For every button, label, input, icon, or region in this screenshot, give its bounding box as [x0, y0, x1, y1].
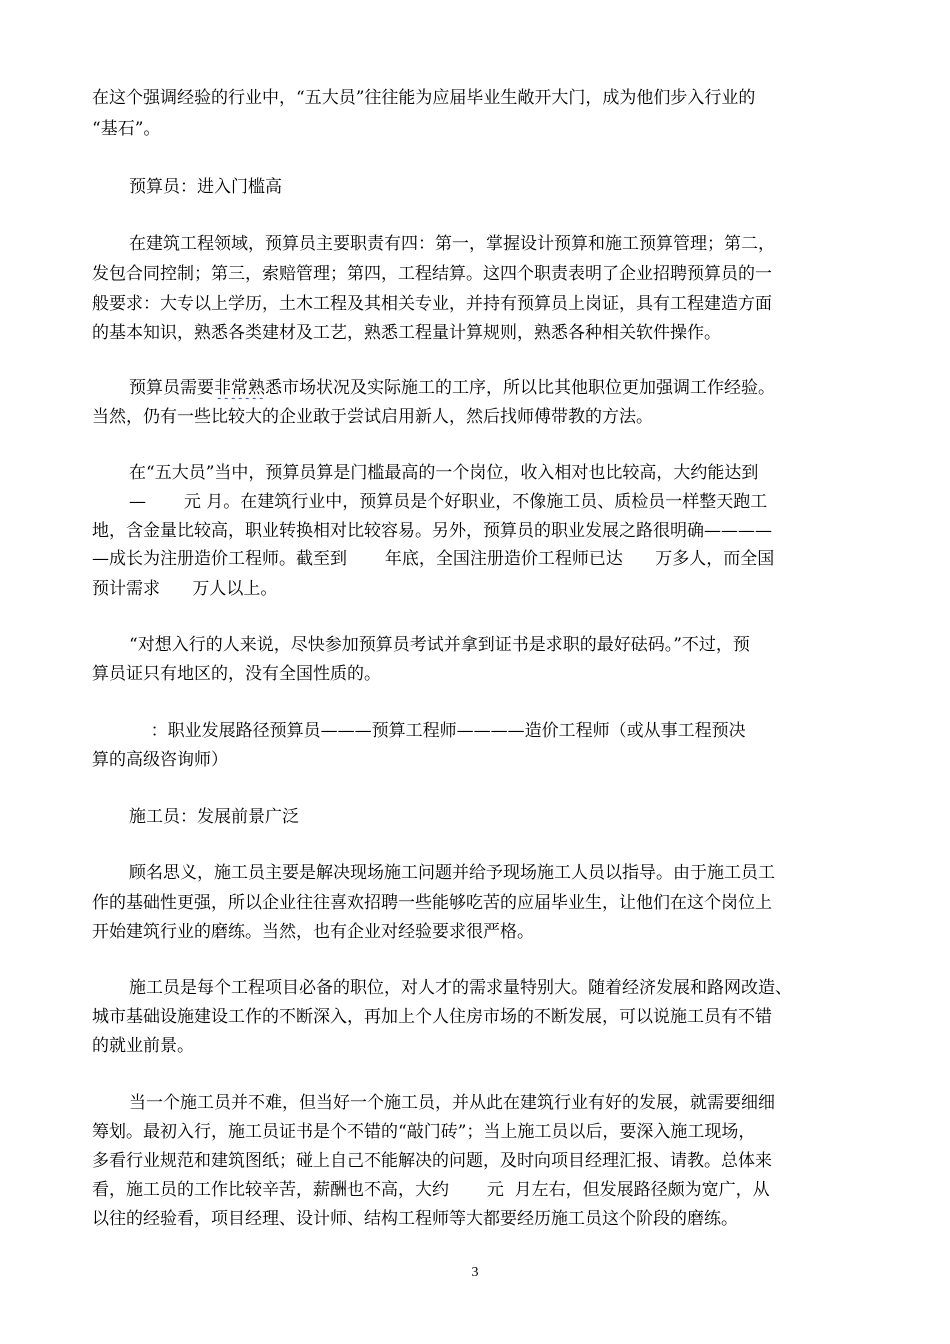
paragraph-construction-demand-line: 的就业前景。 — [92, 1036, 194, 1056]
paragraph-budget-duties-line: 的基本知识，熟悉各类建材及工艺，熟悉工程量计算规则，熟悉各种相关软件操作。 — [92, 323, 721, 343]
paragraph-construction-career-line: 筹划。最初入行，施工员证书是个不错的“敲门砖”；当上施工员以后，要深入施工现场， — [92, 1122, 756, 1142]
text-run: 预算员需要 — [129, 378, 214, 398]
paragraph-budget-path-line: ：职业发展路径预算员———预算工程师————造价工程师（或从事工程预决 — [129, 721, 746, 741]
spellcheck-marked-text: 非常熟 — [214, 378, 265, 398]
paragraph-budget-duties-line: 般要求：大专以上学历，土木工程及其相关专业，并持有预算员上岗证，具有工程建造方面 — [92, 294, 772, 314]
paragraph-budget-quote-line: “对想入行的人来说，尽快参加预算员考试并拿到证书是求职的最好砝码。”不过，预 — [129, 635, 750, 655]
paragraph-budget-salary-line: — 元 月。在建筑行业中，预算员是个好职业，不像施工员、质检员一样整天跑工 — [129, 492, 768, 512]
section-heading-budget: 预算员：进入门槛高 — [129, 177, 282, 197]
paragraph-budget-duties-line: 在建筑工程领域，预算员主要职责有四：第一，掌握设计预算和施工预算管理；第二， — [129, 234, 775, 254]
paragraph-construction-intro-line: 顾名思义，施工员主要是解决现场施工问题并给予现场施工人员以指导。由于施工员工 — [129, 863, 775, 883]
paragraph-budget-experience-line: 当然，仍有一些比较大的企业敢于尝试启用新人，然后找师傅带教的方法。 — [92, 407, 653, 427]
paragraph-construction-demand-line: 城市基础设施建设工作的不断深入，再加上个人住房市场的不断发展，可以说施工员有不错 — [92, 1007, 772, 1027]
paragraph-budget-duties-line: 发包合同控制；第三，索赔管理；第四，工程结算。这四个职责表明了企业招聘预算员的一 — [92, 264, 772, 284]
paragraph-construction-career-line: 以往的经验看，项目经理、设计师、结构工程师等大都要经历施工员这个阶段的磨练。 — [92, 1209, 738, 1229]
paragraph-budget-salary-line: 地，含金量比较高，职业转换相对比较容易。另外，预算员的职业发展之路很明确———— — [92, 521, 772, 541]
paragraph-construction-career-line: 当一个施工员并不难，但当好一个施工员，并从此在建筑行业有好的发展，就需要细细 — [129, 1093, 775, 1113]
paragraph-budget-path-line: 算的高级咨询师） — [92, 750, 228, 770]
paragraph-intro-line: “基石”。 — [92, 119, 161, 139]
paragraph-construction-career-line: 多看行业规范和建筑图纸；碰上自己不能解决的问题，及时向项目经理汇报、请教。总体来 — [92, 1151, 772, 1171]
paragraph-budget-salary-line: —成长为注册造价工程师。截至到 年底，全国注册造价工程师已达 万多人，而全国 — [92, 549, 775, 569]
paragraph-construction-demand-line: 施工员是每个工程项目必备的职位，对人才的需求量特别大。随着经济发展和路网改造、 — [129, 978, 792, 998]
paragraph-budget-experience-line — [129, 377, 874, 399]
paragraph-intro-line: 在这个强调经验的行业中，“五大员”往往能为应届毕业生敞开大门，成为他们步入行业的 — [92, 88, 756, 108]
paragraph-construction-intro-line: 开始建筑行业的磨练。当然，也有企业对经验要求很严格。 — [92, 922, 534, 942]
paragraph-construction-intro-line: 作的基础性更强，所以企业往往喜欢招聘一些能够吃苦的应届毕业生，让他们在这个岗位上 — [92, 893, 772, 913]
page-number: 3 — [471, 1265, 479, 1280]
paragraph-construction-career-line: 看，施工员的工作比较辛苦，薪酬也不高，大约 元 月左右，但发展路径颇为宽广，从 — [92, 1180, 770, 1200]
paragraph-budget-salary-line: 在“五大员”当中，预算员算是门槛最高的一个岗位，收入相对也比较高，大约能达到 — [129, 463, 759, 483]
section-heading-construction: 施工员：发展前景广泛 — [129, 807, 299, 827]
paragraph-budget-quote-line: 算员证只有地区的，没有全国性质的。 — [92, 664, 381, 684]
paragraph-budget-salary-line: 预计需求 万人以上。 — [92, 579, 278, 599]
text-run: 悉市场状况及实际施工的工序，所以比其他职位更加强调工作经验。 — [265, 378, 775, 398]
